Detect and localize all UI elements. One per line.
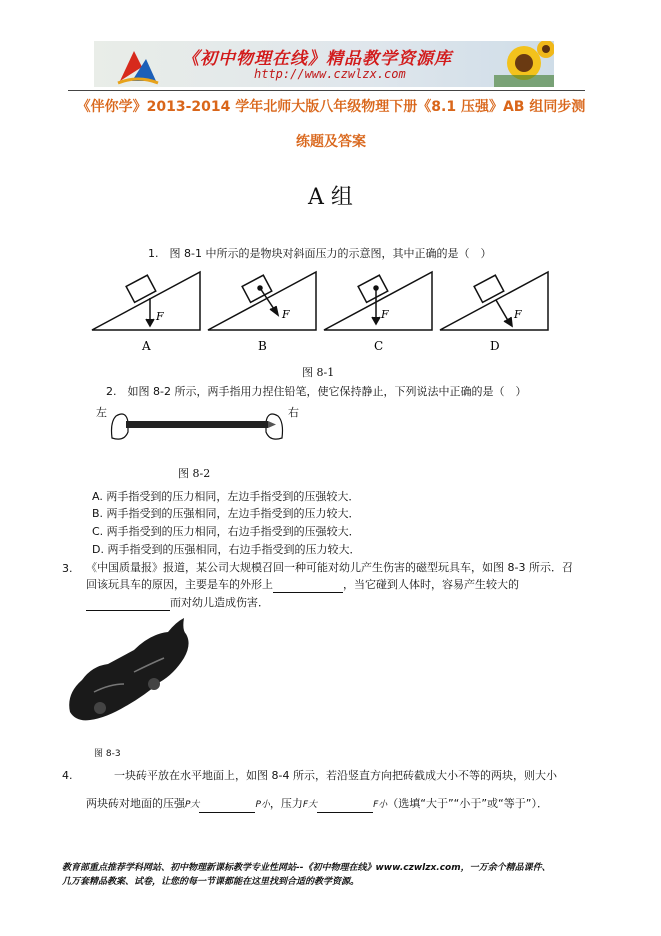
- option-label-c: C: [374, 339, 384, 353]
- q3-line2-part1: 回该玩具车的原因，主要是车的外形上: [86, 578, 273, 591]
- header-rule: [68, 90, 585, 91]
- q4-line2-part1: 两块砖对地面的压强: [86, 797, 185, 810]
- q1-figure: [88, 262, 578, 354]
- q2-figure: [92, 402, 312, 450]
- banner-url: http://www.czwlzx.com: [254, 67, 406, 81]
- site-banner: [94, 41, 554, 87]
- q2-choice-a: A. 两手指受到的压力相同，左边手指受到的压强较大．: [92, 490, 360, 503]
- q3-line2-part2: ，当它碰到人体时，容易产生较大的: [343, 578, 519, 591]
- q3-line3-part: 而对幼儿造成伤害．: [170, 596, 269, 609]
- q4-line2: [86, 796, 548, 813]
- left-label: 左: [96, 406, 107, 419]
- banner-title: 《初中物理在线》精品教学资源库: [182, 49, 452, 69]
- toy-car-image: [64, 614, 204, 738]
- doc-title-line1: 《伴你学》2013-2014 学年北师大版八年级物理下册《8.1 压强》AB 组同步测: [76, 99, 586, 115]
- doc-title-line2: 练题及答案: [296, 134, 366, 150]
- p-big-symbol: P大: [185, 800, 200, 810]
- q4-line2-part2: ，压力: [269, 797, 303, 810]
- q3-figure-caption: 图 8-3: [94, 749, 121, 759]
- q3-blank-2[interactable]: [86, 594, 170, 611]
- option-label-b: B: [258, 339, 267, 353]
- slope-c: [324, 272, 432, 330]
- q2-choice-d: D. 两手指受到的压强相同，右边手指受到的压力较大．: [92, 543, 361, 556]
- force-label-c: F: [381, 308, 389, 321]
- q4-number: 4.: [62, 769, 73, 782]
- option-label-d: D: [490, 339, 500, 353]
- q4-line1: 一块砖平放在水平地面上，如图 8-4 所示，若沿竖直方向把砖截成大小不等的两块，则大小: [114, 769, 557, 782]
- site-logo-icon: [114, 45, 160, 85]
- slope-a: [92, 272, 200, 330]
- q3-blank-1[interactable]: [273, 576, 343, 593]
- q2-text: 2. 如图 8-2 所示，两手指用力捏住铅笔，使它保持静止，下列说法中正确的是（ ）: [106, 385, 527, 398]
- footer-line1: 教育部重点推荐学科网站、初中物理新课标教学专业性网站--《初中物理在线》www.czwlzx.com，一万余个精品课件、: [62, 863, 551, 873]
- q3-line3: [86, 594, 269, 611]
- footer-line2: 几万套精品教案、试卷，让您的每一节课都能在这里找到合适的教学资源。: [62, 877, 360, 887]
- force-label-a: F: [156, 310, 164, 323]
- option-label-a: A: [142, 339, 151, 353]
- force-label-d: F: [514, 308, 522, 321]
- slope-d: [440, 272, 548, 330]
- q4-blank-1[interactable]: [199, 796, 255, 813]
- q1-text: 1. 图 8-1 中所示的是物块对斜面压力的示意图，其中正确的是（ ）: [148, 247, 492, 260]
- q3-line2: [86, 576, 519, 593]
- f-big-symbol: F大: [302, 800, 318, 810]
- q2-choice-b: B. 两手指受到的压强相同，左边手指受到的压力较大．: [92, 507, 360, 520]
- q2-figure-caption: 图 8-2: [178, 467, 211, 480]
- q4-line2-part3: （选填“大于”“小于”或“等于”）．: [387, 797, 548, 810]
- sunflower-icon: [494, 41, 554, 87]
- p-small-symbol: P小: [255, 800, 270, 810]
- right-label: 右: [288, 406, 299, 419]
- q4-blank-2[interactable]: [317, 796, 373, 813]
- q1-figure-caption: 图 8-1: [302, 366, 335, 379]
- f-small-symbol: F小: [373, 800, 388, 810]
- q3-line1: 《中国质量报》报道，某公司大规模召回一种可能对幼儿产生伤害的磁型玩具车，如图 8-3 所示．召: [86, 561, 573, 574]
- slope-b: [208, 272, 316, 330]
- q3-number: 3.: [62, 562, 73, 575]
- force-label-b: F: [282, 308, 290, 321]
- group-heading: A 组: [308, 185, 353, 210]
- q2-choice-c: C. 两手指受到的压力相同，右边手指受到的压强较大．: [92, 525, 360, 538]
